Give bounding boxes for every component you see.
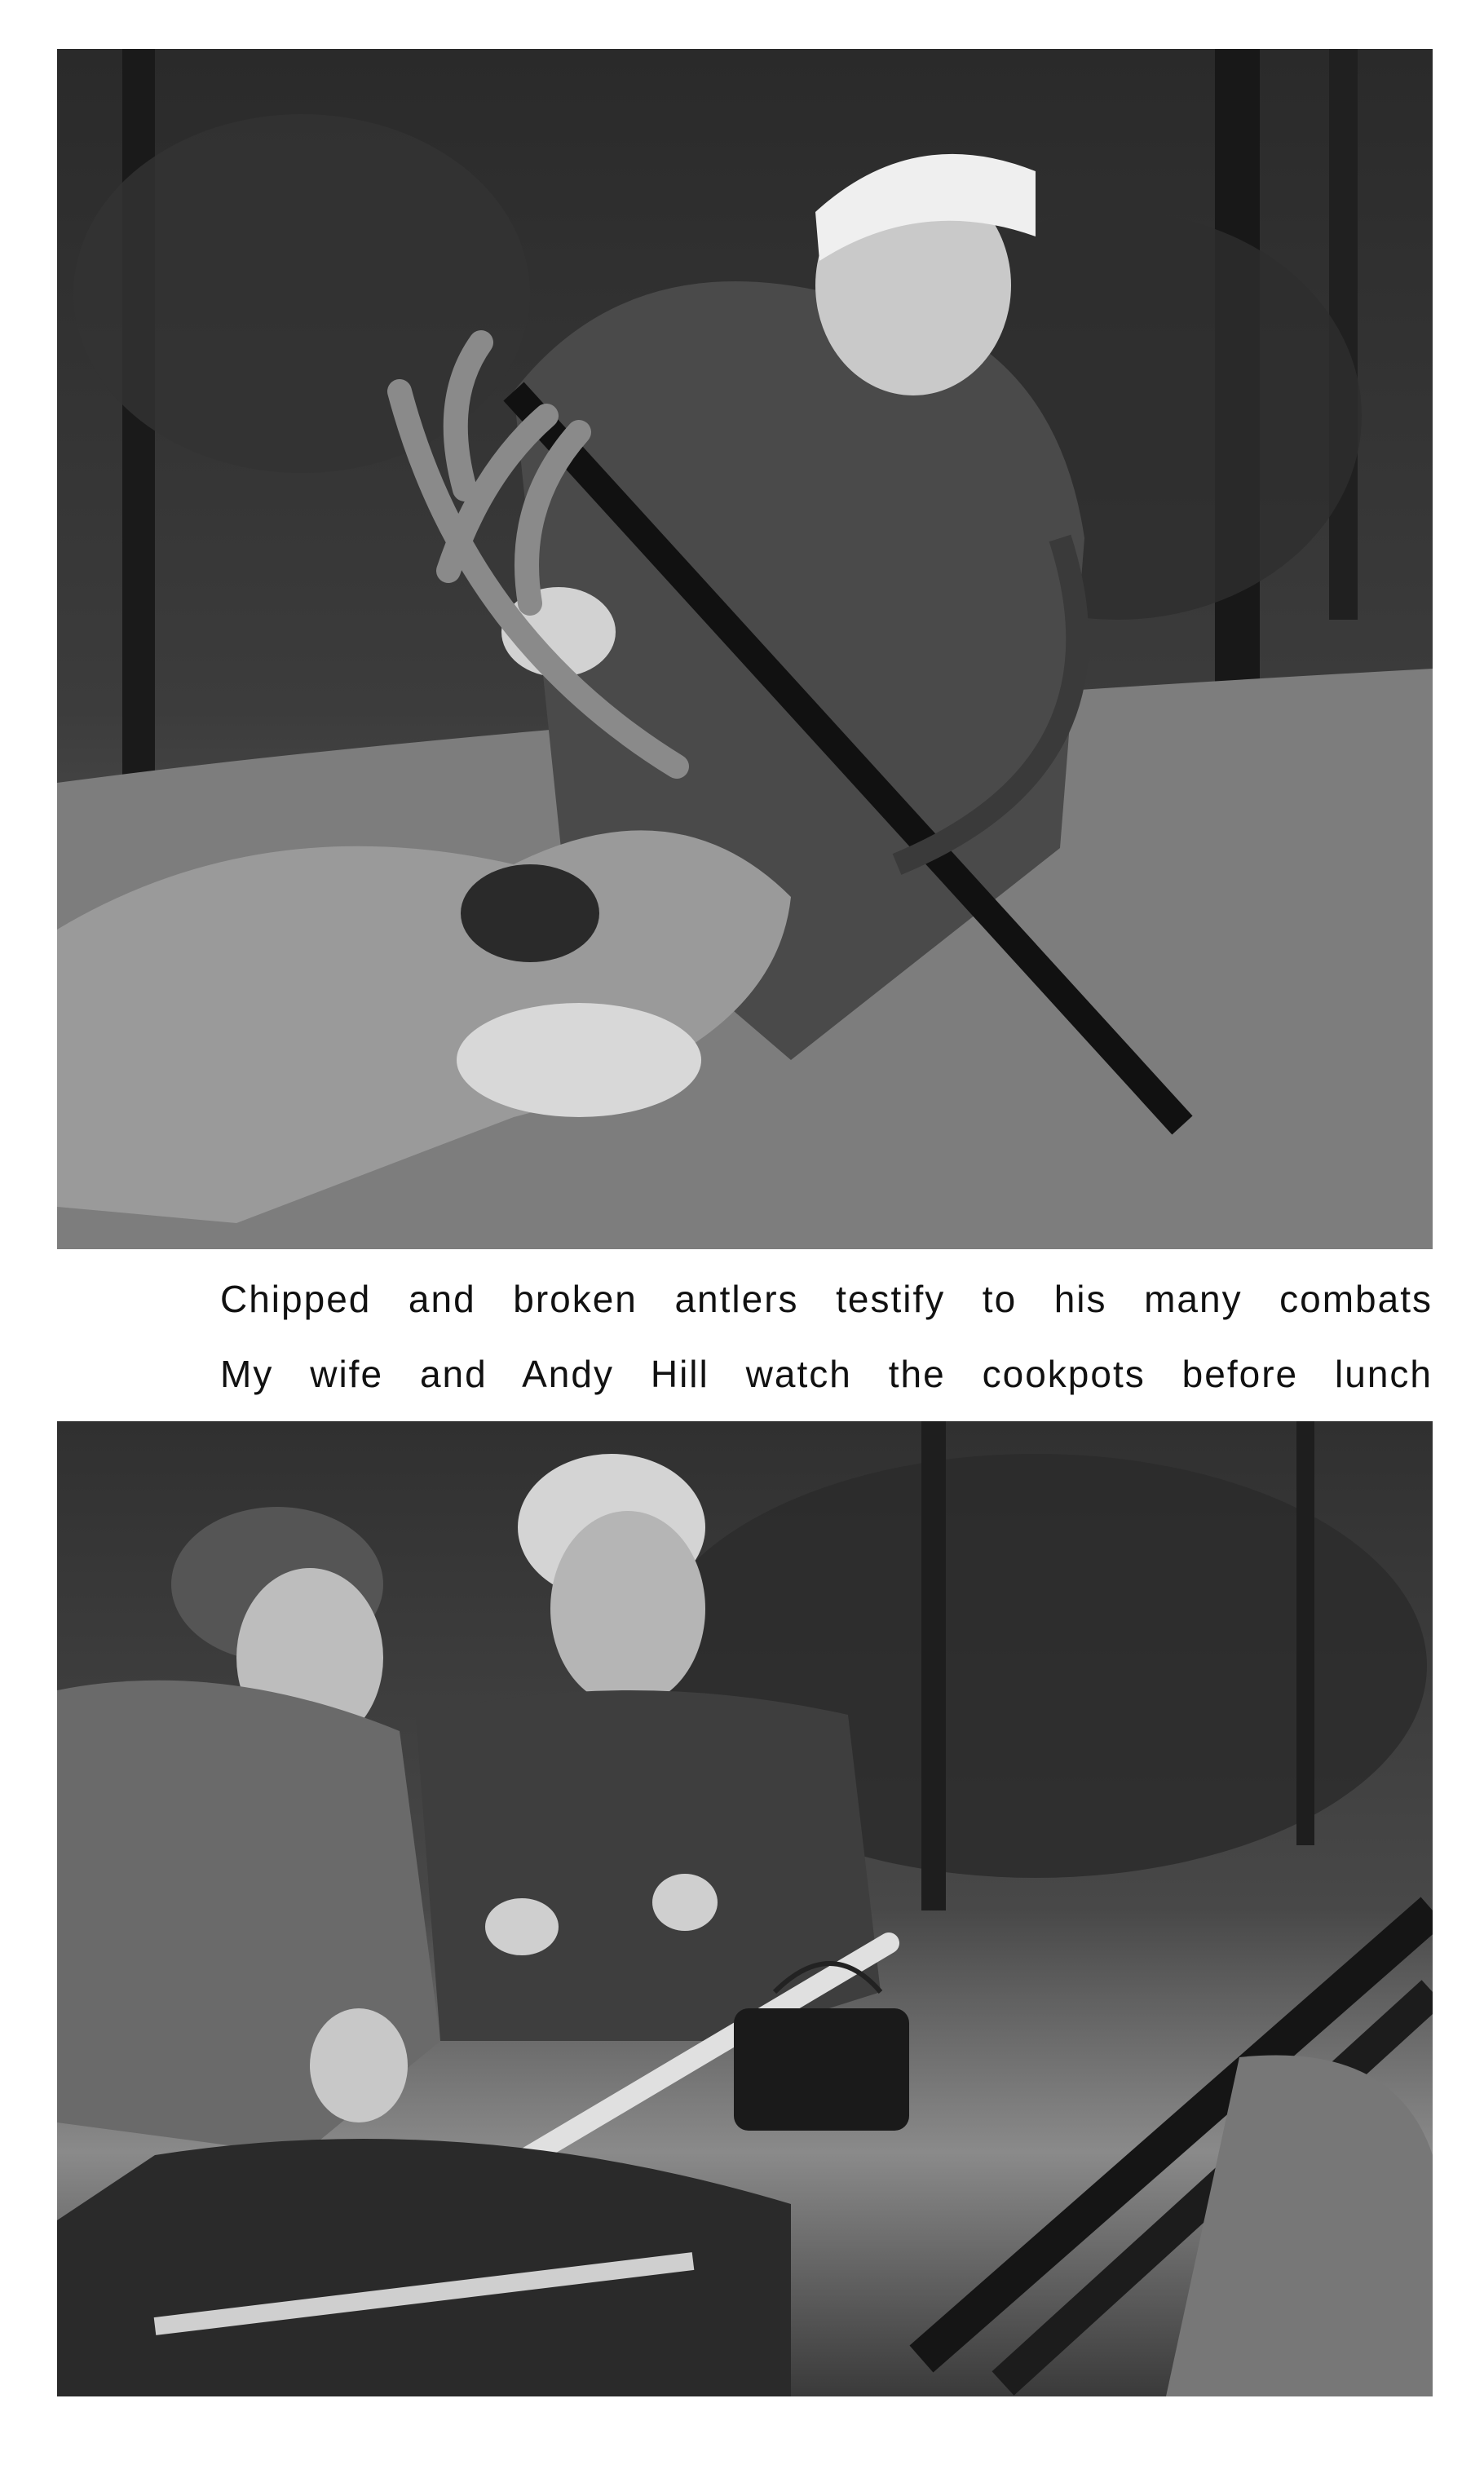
photo-campfire-cookpot xyxy=(57,1421,1433,2396)
photo-hunter-with-buck-image xyxy=(57,49,1433,1249)
photo-hunter-with-buck xyxy=(57,49,1433,1249)
caption-top: Chipped and broken antlers testify to his many combats xyxy=(220,1278,1433,1320)
photo-campfire-cookpot-image xyxy=(57,1421,1433,2396)
caption-bottom: My wife and Andy Hill watch the cookpots before lunch xyxy=(220,1353,1433,1395)
